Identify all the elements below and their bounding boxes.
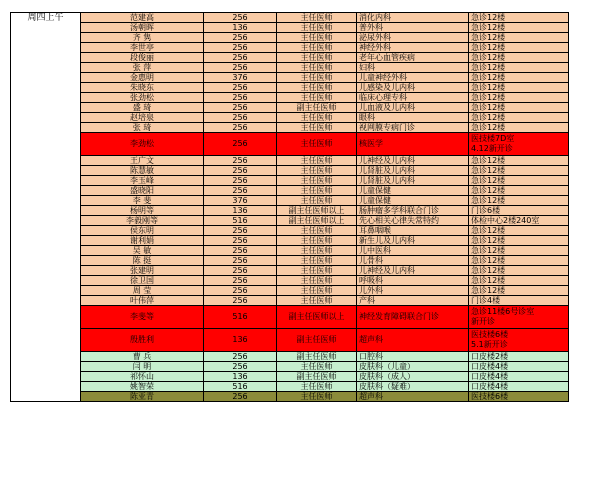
cell-num: 256 xyxy=(204,256,277,266)
cell-dept: 泌尿外科 xyxy=(357,33,469,43)
table-row xyxy=(11,246,569,256)
table-row xyxy=(11,286,569,296)
cell-title: 主任医师 xyxy=(277,296,357,306)
cell-loc: 急诊12楼 xyxy=(469,43,569,53)
cell-name: 王广文 xyxy=(81,156,204,166)
cell-num: 516 xyxy=(204,382,277,392)
cell-name: 杨明等 xyxy=(81,206,204,216)
day-label: 周四上午 xyxy=(11,13,81,402)
table-row xyxy=(11,13,569,23)
cell-title: 主任医师 xyxy=(277,13,357,23)
cell-loc: 急诊11楼6号诊室 新开诊 xyxy=(469,306,569,329)
cell-dept: 口腔科 xyxy=(357,352,469,362)
cell-dept: 消化内科 xyxy=(357,13,469,23)
cell-loc: 急诊12楼 xyxy=(469,246,569,256)
cell-num: 256 xyxy=(204,63,277,73)
cell-dept: 皮肤科（儿童） xyxy=(357,362,469,372)
cell-name: 徐卫国 xyxy=(81,276,204,286)
cell-loc: 急诊12楼 xyxy=(469,186,569,196)
cell-dept: 儿感染及儿内科 xyxy=(357,83,469,93)
schedule-table xyxy=(10,12,569,402)
cell-loc: 门诊6楼 xyxy=(469,206,569,216)
cell-title: 副主任医师以上 xyxy=(277,306,357,329)
cell-title: 副主任医师以上 xyxy=(277,206,357,216)
cell-num: 256 xyxy=(204,53,277,63)
cell-name: 张 琦 xyxy=(81,123,204,133)
cell-name: 李玉峰 xyxy=(81,176,204,186)
cell-num: 256 xyxy=(204,186,277,196)
cell-loc: 急诊12楼 xyxy=(469,33,569,43)
cell-num: 256 xyxy=(204,83,277,93)
table-row xyxy=(11,296,569,306)
cell-title: 主任医师 xyxy=(277,196,357,206)
cell-loc: 急诊12楼 xyxy=(469,196,569,206)
cell-num: 256 xyxy=(204,246,277,256)
cell-dept: 超声科 xyxy=(357,392,469,402)
cell-name: 李 斐 xyxy=(81,196,204,206)
cell-num: 136 xyxy=(204,329,277,352)
cell-num: 256 xyxy=(204,352,277,362)
cell-loc: 急诊12楼 xyxy=(469,13,569,23)
cell-name: 陈慧敏 xyxy=(81,166,204,176)
cell-title: 主任医师 xyxy=(277,266,357,276)
cell-title: 主任医师 xyxy=(277,176,357,186)
cell-name: 赵培泉 xyxy=(81,113,204,123)
cell-dept: 超声科 xyxy=(357,329,469,352)
cell-loc: 急诊12楼 xyxy=(469,256,569,266)
cell-title: 主任医师 xyxy=(277,113,357,123)
cell-dept: 核医学 xyxy=(357,133,469,156)
cell-num: 516 xyxy=(204,216,277,226)
cell-title: 主任医师 xyxy=(277,392,357,402)
cell-dept: 皮肤科（成人） xyxy=(357,372,469,382)
cell-num: 256 xyxy=(204,226,277,236)
cell-dept: 儿外科 xyxy=(357,286,469,296)
cell-loc: 急诊12楼 xyxy=(469,23,569,33)
cell-title: 主任医师 xyxy=(277,73,357,83)
cell-loc: 体检中心2楼240室 xyxy=(469,216,569,226)
cell-name: 盛 琦 xyxy=(81,103,204,113)
table-row xyxy=(11,186,569,196)
cell-loc: 急诊12楼 xyxy=(469,93,569,103)
cell-dept: 神经外科 xyxy=(357,43,469,53)
cell-title: 主任医师 xyxy=(277,156,357,166)
cell-name: 汤朝晖 xyxy=(81,23,204,33)
table-row xyxy=(11,23,569,33)
cell-loc: 急诊12楼 xyxy=(469,123,569,133)
cell-num: 256 xyxy=(204,43,277,53)
cell-dept: 肠肿瘤多学科联合门诊 xyxy=(357,206,469,216)
cell-name: 范建高 xyxy=(81,13,204,23)
cell-loc: 急诊12楼 xyxy=(469,103,569,113)
cell-loc: 医技楼6楼 5.1新开诊 xyxy=(469,329,569,352)
cell-dept: 儿神经及儿内科 xyxy=(357,266,469,276)
cell-title: 主任医师 xyxy=(277,123,357,133)
cell-num: 256 xyxy=(204,266,277,276)
table-row xyxy=(11,352,569,362)
table-row xyxy=(11,133,569,156)
cell-dept: 呼吸科 xyxy=(357,276,469,286)
cell-title: 主任医师 xyxy=(277,246,357,256)
cell-loc: 急诊12楼 xyxy=(469,266,569,276)
cell-num: 256 xyxy=(204,236,277,246)
cell-num: 256 xyxy=(204,113,277,123)
cell-name: 朱晓东 xyxy=(81,83,204,93)
cell-name: 齐 隽 xyxy=(81,33,204,43)
cell-num: 136 xyxy=(204,23,277,33)
cell-name: 张 萍 xyxy=(81,63,204,73)
cell-loc: 急诊12楼 xyxy=(469,113,569,123)
cell-dept: 儿童保健 xyxy=(357,196,469,206)
table-row xyxy=(11,166,569,176)
cell-num: 256 xyxy=(204,133,277,156)
cell-loc: 医技楼7D室 4.12新开诊 xyxy=(469,133,569,156)
cell-num: 256 xyxy=(204,156,277,166)
cell-name: 金惠明 xyxy=(81,73,204,83)
cell-dept: 先心相关心律失常特约 xyxy=(357,216,469,226)
cell-dept: 眼科 xyxy=(357,113,469,123)
cell-dept: 儿骨科 xyxy=(357,256,469,266)
cell-name: 陈 挺 xyxy=(81,256,204,266)
table-row xyxy=(11,93,569,103)
cell-dept: 新生儿及儿内科 xyxy=(357,236,469,246)
cell-title: 主任医师 xyxy=(277,43,357,53)
cell-title: 主任医师 xyxy=(277,286,357,296)
cell-name: 李世亭 xyxy=(81,43,204,53)
cell-title: 主任医师 xyxy=(277,53,357,63)
cell-num: 136 xyxy=(204,206,277,216)
cell-num: 256 xyxy=(204,392,277,402)
table-row xyxy=(11,362,569,372)
cell-dept: 产科 xyxy=(357,296,469,306)
table-row xyxy=(11,392,569,402)
cell-num: 256 xyxy=(204,166,277,176)
cell-title: 主任医师 xyxy=(277,186,357,196)
cell-name: 陈亚青 xyxy=(81,392,204,402)
cell-title: 主任医师 xyxy=(277,83,357,93)
cell-loc: 急诊12楼 xyxy=(469,73,569,83)
cell-dept: 妇科 xyxy=(357,63,469,73)
cell-dept: 神经发育障碍联合门诊 xyxy=(357,306,469,329)
cell-title: 主任医师 xyxy=(277,382,357,392)
cell-num: 256 xyxy=(204,103,277,113)
cell-name: 李劲松 xyxy=(81,133,204,156)
cell-loc: 口皮楼4楼 xyxy=(469,362,569,372)
table-row xyxy=(11,73,569,83)
cell-num: 256 xyxy=(204,33,277,43)
cell-title: 副主任医师以上 xyxy=(277,216,357,226)
table-row xyxy=(11,103,569,113)
cell-loc: 急诊12楼 xyxy=(469,166,569,176)
cell-dept: 普外科 xyxy=(357,23,469,33)
cell-dept: 耳鼻咽喉 xyxy=(357,226,469,236)
table-row xyxy=(11,156,569,166)
cell-title: 主任医师 xyxy=(277,33,357,43)
cell-title: 主任医师 xyxy=(277,133,357,156)
cell-dept: 皮肤科（疑难） xyxy=(357,382,469,392)
cell-loc: 急诊12楼 xyxy=(469,53,569,63)
cell-loc: 口皮楼4楼 xyxy=(469,382,569,392)
cell-num: 516 xyxy=(204,306,277,329)
cell-name: 谢利娟 xyxy=(81,236,204,246)
table-row xyxy=(11,63,569,73)
cell-name: 周 莹 xyxy=(81,286,204,296)
cell-dept: 儿神经及儿内科 xyxy=(357,156,469,166)
cell-loc: 医技楼6楼 xyxy=(469,392,569,402)
cell-title: 副主任医师 xyxy=(277,329,357,352)
table-row xyxy=(11,236,569,246)
cell-num: 256 xyxy=(204,362,277,372)
cell-num: 256 xyxy=(204,276,277,286)
cell-dept: 临床心理专科 xyxy=(357,93,469,103)
cell-loc: 急诊12楼 xyxy=(469,226,569,236)
cell-num: 136 xyxy=(204,372,277,382)
table-row xyxy=(11,216,569,226)
cell-name: 闫 明 xyxy=(81,362,204,372)
table-row xyxy=(11,206,569,216)
cell-name: 侯东明 xyxy=(81,226,204,236)
table-row xyxy=(11,372,569,382)
cell-loc: 急诊12楼 xyxy=(469,156,569,166)
cell-name: 曹 兵 xyxy=(81,352,204,362)
cell-title: 主任医师 xyxy=(277,63,357,73)
cell-num: 256 xyxy=(204,296,277,306)
cell-name: 姚智荣 xyxy=(81,382,204,392)
cell-loc: 急诊12楼 xyxy=(469,63,569,73)
cell-loc: 口皮楼4楼 xyxy=(469,372,569,382)
cell-num: 256 xyxy=(204,176,277,186)
cell-title: 主任医师 xyxy=(277,23,357,33)
cell-num: 256 xyxy=(204,286,277,296)
cell-loc: 门诊4楼 xyxy=(469,296,569,306)
table-row xyxy=(11,256,569,266)
cell-dept: 儿肾脏及儿内科 xyxy=(357,166,469,176)
cell-name: 张建明 xyxy=(81,266,204,276)
cell-name: 盛晓阳 xyxy=(81,186,204,196)
cell-loc: 急诊12楼 xyxy=(469,286,569,296)
cell-loc: 急诊12楼 xyxy=(469,276,569,286)
table-row xyxy=(11,306,569,329)
cell-name: 张劲松 xyxy=(81,93,204,103)
cell-num: 256 xyxy=(204,93,277,103)
cell-name: 殷胜利 xyxy=(81,329,204,352)
cell-dept: 儿肾脏及儿内科 xyxy=(357,176,469,186)
cell-title: 副主任医师 xyxy=(277,103,357,113)
cell-dept: 儿童保健 xyxy=(357,186,469,196)
cell-name: 李斐等 xyxy=(81,306,204,329)
cell-loc: 急诊12楼 xyxy=(469,236,569,246)
cell-name: 段俊丽 xyxy=(81,53,204,63)
cell-loc: 急诊12楼 xyxy=(469,83,569,93)
cell-num: 256 xyxy=(204,13,277,23)
table-row xyxy=(11,53,569,63)
cell-title: 主任医师 xyxy=(277,226,357,236)
cell-loc: 口皮楼2楼 xyxy=(469,352,569,362)
cell-dept: 儿童神经外科 xyxy=(357,73,469,83)
table-row xyxy=(11,329,569,352)
cell-name: 吴 敏 xyxy=(81,246,204,256)
cell-title: 主任医师 xyxy=(277,362,357,372)
table-row xyxy=(11,226,569,236)
table-row xyxy=(11,33,569,43)
table-row xyxy=(11,196,569,206)
table-row xyxy=(11,266,569,276)
table-row xyxy=(11,113,569,123)
table-row xyxy=(11,382,569,392)
cell-name: 李毅刚等 xyxy=(81,216,204,226)
cell-loc: 急诊12楼 xyxy=(469,176,569,186)
cell-dept: 老年心血管疾病 xyxy=(357,53,469,63)
cell-name: 祁怀山 xyxy=(81,372,204,382)
cell-title: 副主任医师 xyxy=(277,372,357,382)
cell-dept: 儿中医科 xyxy=(357,246,469,256)
cell-title: 主任医师 xyxy=(277,276,357,286)
cell-title: 副主任医师 xyxy=(277,352,357,362)
cell-title: 主任医师 xyxy=(277,93,357,103)
cell-name: 叶伟萍 xyxy=(81,296,204,306)
table-row xyxy=(11,43,569,53)
cell-title: 主任医师 xyxy=(277,236,357,246)
table-row xyxy=(11,83,569,93)
cell-num: 376 xyxy=(204,73,277,83)
cell-title: 主任医师 xyxy=(277,256,357,266)
table-row xyxy=(11,123,569,133)
schedule-table-body xyxy=(11,13,569,402)
cell-title: 主任医师 xyxy=(277,166,357,176)
cell-dept: 视网膜专病门诊 xyxy=(357,123,469,133)
table-row xyxy=(11,276,569,286)
cell-dept: 儿血液及儿内科 xyxy=(357,103,469,113)
cell-num: 256 xyxy=(204,123,277,133)
cell-num: 376 xyxy=(204,196,277,206)
table-row xyxy=(11,176,569,186)
